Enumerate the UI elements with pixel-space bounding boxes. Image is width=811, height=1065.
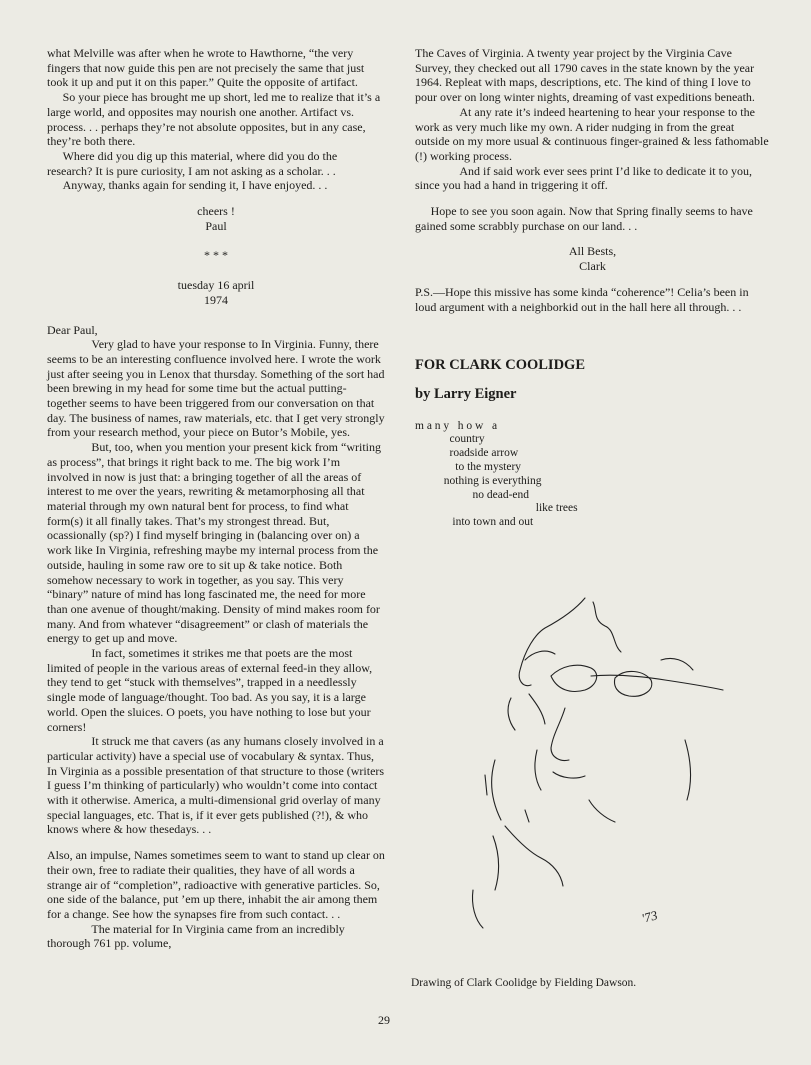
letter2-closing: All Bests, xyxy=(568,244,617,259)
letter1-closing: cheers ! xyxy=(197,204,235,219)
poem-line: to the mystery xyxy=(415,461,522,474)
poem-byline: by Larry Eigner xyxy=(415,385,517,402)
letter1-para: Where did you dig up this material, where did you do the research? It is pure curiosity, I am not asking as a scholar. . . xyxy=(47,148,338,178)
letter2-para: It struck me that cavers (as any humans closely involved in a particular activity) have a special use of vocabulary & syntax. Thus, In Virginia as a possible presentation of that structure to those (writers I guess I’m thinking of particularly) who wouldn’t come into contact with it otherwise. America, a multi-dimensional grid overlay of many special languages, etc. That is, if it ever gets published (?!), & who knows where & how thesedays. . . xyxy=(47,734,385,837)
left-column xyxy=(47,46,385,951)
poem-line: m a n y h o w a xyxy=(415,419,498,432)
section-separator: * * * xyxy=(204,248,228,263)
letter1-para: So your piece has brought me up short, led me to realize that it’s a large world, and opposites may nourish one another. Artifact vs. process. . . perhaps they’re not absolute opposites, but in any case, they’re both there. xyxy=(47,90,381,149)
letter2-date: tuesday 16 april xyxy=(177,278,255,293)
letter2-salutation: Dear Paul, xyxy=(47,322,98,337)
poem-line: like trees xyxy=(415,502,578,515)
letter2-para: Hope to see you soon again. Now that Spring finally seems to have gained some scrabbly purchase on our land. . . xyxy=(415,204,753,233)
poem-line: country xyxy=(415,433,485,446)
letter2-para: But, too, when you mention your present kick from “writing as process”, that brings it right back to me. The big work I’m involved in now is just that: a bringing together of all the areas of interest to me over the years, rewriting & metamorphosing all that material through my own natural bent for process, to find what form(s) it all finally takes. That’s my strongest thread. But, ocassionally (sp?) I find myself bringing in (balancing over on) a work like In Virginia, refreshing maybe my internal process from the outside, hauling in some raw ore to sit up & take notice. Both somehow necessary to work in together, as you say. This very “binary” nature of mind has long fascinated me, the need for more than one avenue of thought/making. Density of mind makes room for many. And from whatever “disagreement” or clash of materials the energy to get up and move. xyxy=(47,440,382,646)
poem-line: no dead-end xyxy=(415,488,530,501)
letter2-para: In fact, sometimes it strikes me that poets are the most limited of people in the various areas of external feed-in they allow, they tend to get “stuck with themselves”, trapped in a needlessly single mode of language/thought. Too bad. As you say, it is a large world. Open the sluices. O poets, you have nothing to lose but your corners! xyxy=(47,646,373,734)
letter2-para: The material for In Virginia came from an incredibly thorough 761 pp. volume, xyxy=(47,921,345,951)
letter1-para: what Melville was after when he wrote to Hawthorne, “the very fingers that now guide this pen are not precisely the same that just took it up and put it on this paper.” Quite the opposite of artifact. xyxy=(47,46,365,90)
poem-line: nothing is everything xyxy=(415,474,542,487)
drawing-signature: '73 xyxy=(639,907,660,926)
poem xyxy=(415,420,770,530)
letter2-para: Also, an impulse, Names sometimes seem to want to stand up clear on their own, free to radiate their qualities, they have of all words a strange air of “completion”, radioactive with generative particles. So, one side of the balance, put ’em up there, inhabit the air among them for a change. See how the synapses fire from such contact. . . xyxy=(47,848,385,921)
poem-line: into town and out xyxy=(415,516,534,529)
letter2-year: 1974 xyxy=(204,292,228,307)
letter2-para: Very glad to have your response to In Virginia. Funny, there seems to be an interesting confluence involved here. I wrote the work just after seeing you in Lenox that thursday. Something of the sort had been brewing in my head for some time but the actual putting-together seems to have been triggered from our conversation on that day. The business of names, raw materials, etc. that I get very strongly from your research method, your piece on Butor’s Mobile, yes. xyxy=(47,337,385,440)
page-number: 29 xyxy=(378,1013,390,1027)
letter2-para: And if said work ever sees print I’d like to dedicate it to you, since you had a hand in triggering it off. xyxy=(415,163,752,193)
right-column xyxy=(415,46,770,530)
letter1-signature: Paul xyxy=(205,218,227,233)
drawing-caption: Drawing of Clark Coolidge by Fielding Dawson. xyxy=(411,977,637,989)
portrait-drawing xyxy=(465,590,727,935)
postscript: P.S.—Hope this missive has some kinda “coherence”! Celia’s been in loud argument with a neighborkid out in the hall here all through. . . xyxy=(415,284,749,314)
letter1-para: Anyway, thanks again for sending it, I have enjoyed. . . xyxy=(62,178,328,193)
letter2-para: The Caves of Virginia. A twenty year project by the Virginia Cave Survey, they checked out all 1790 caves in the state known by the year 1964. Repleat with maps, descriptions, etc. The kind of thing I love to pour over on long winter nights, dreaming of vast expeditions beneath. xyxy=(415,46,755,105)
poem-title: FOR CLARK COOLIDGE xyxy=(415,357,585,374)
letter2-signature: Clark xyxy=(579,259,606,274)
letter2-para: At any rate it’s indeed heartening to hear your response to the work as very much like my own. A rider nudging in from the great outside on my more usual & continuous finger-grained & less fathomable (!) working process. xyxy=(415,104,769,163)
poem-line: roadside arrow xyxy=(415,447,519,460)
